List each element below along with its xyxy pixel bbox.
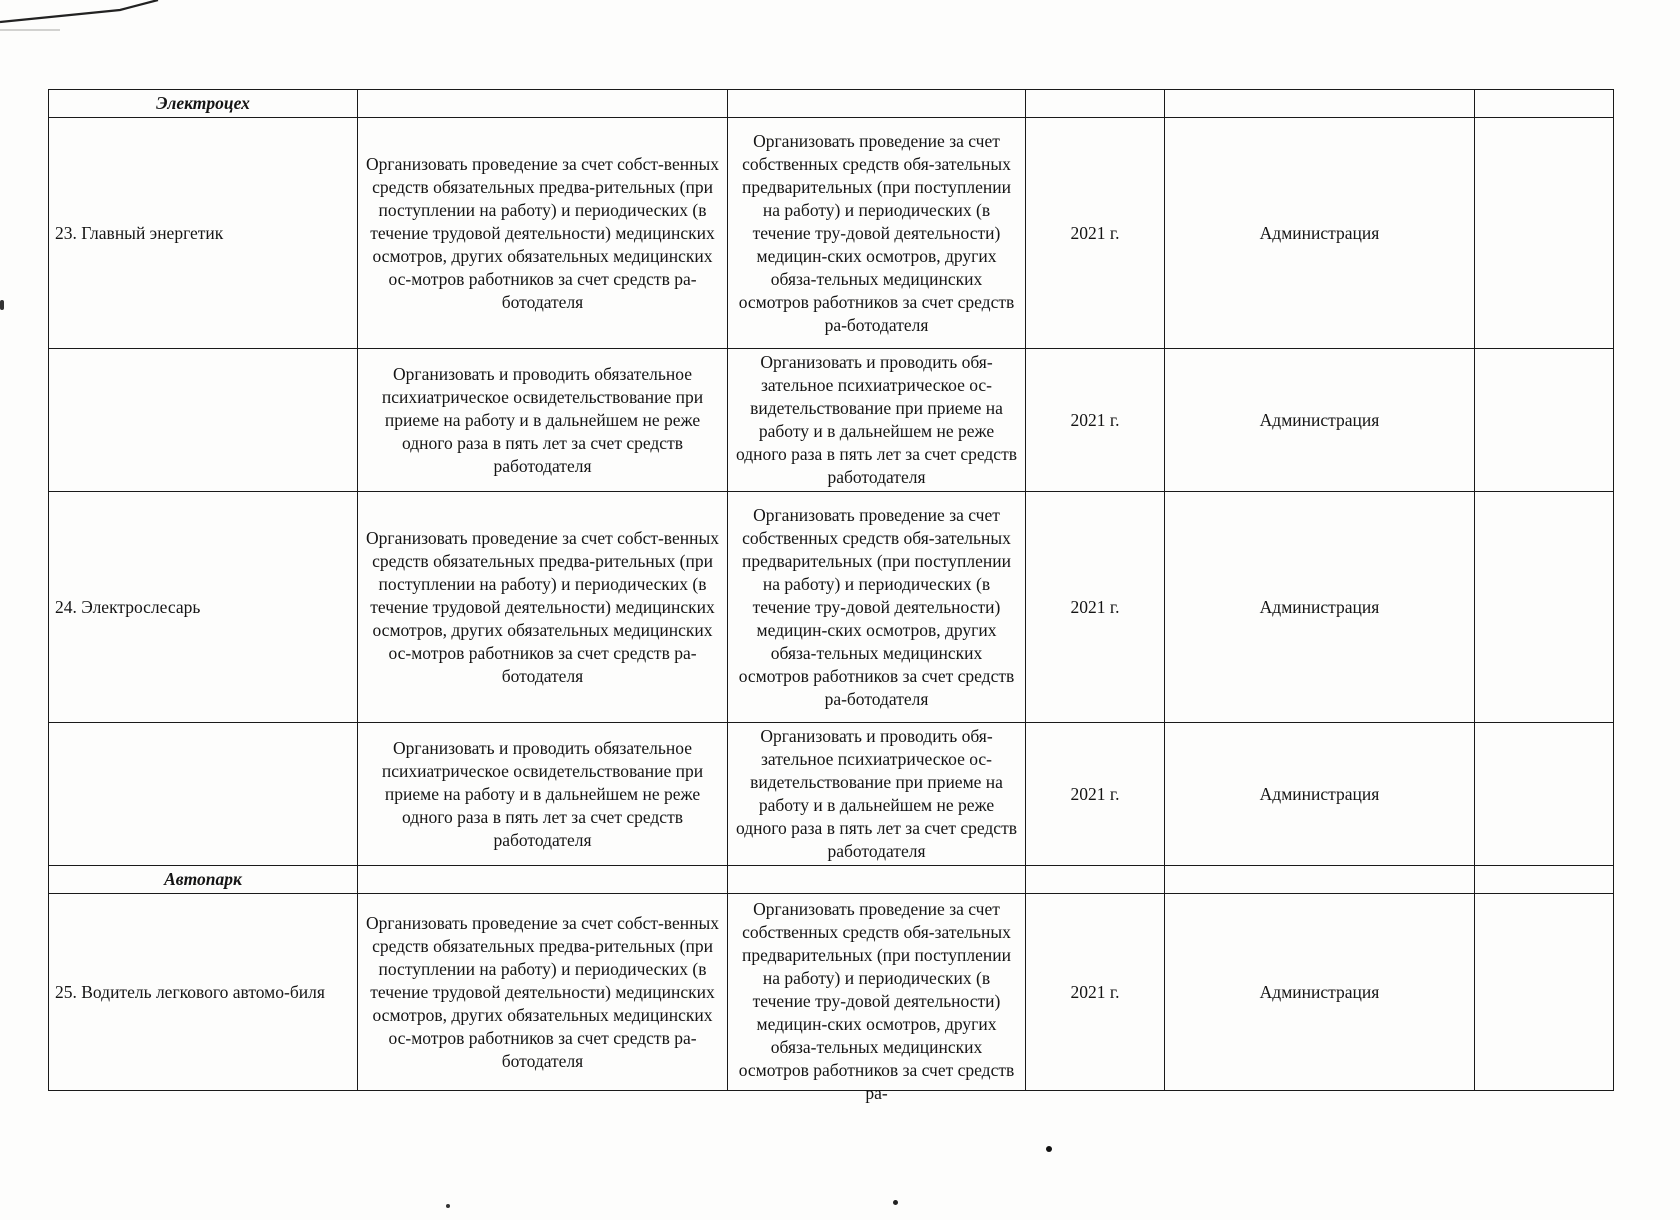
deadline-cell: 2021 г.	[1026, 118, 1165, 349]
edge-dot	[0, 300, 4, 310]
measure-cell: Организовать и проводить обязательное психиатрическое освидетельствование при приеме на работу и в дальнейшем не реже одного раза в пять лет за счет средств работодателя	[358, 723, 728, 866]
speck	[446, 1204, 450, 1208]
result-cell: Организовать проведение за счет собственных средств обя-зательных предварительных (при поступлении на работу) и периодических (в течение тру-довой деятельности) медицин-ских осмотров, других обяза-тельных медицинских осмотров работников за счет средств ра-ботодателя	[728, 492, 1026, 723]
section-title: Автопарк	[49, 866, 358, 894]
note-cell	[1475, 349, 1614, 492]
section-title: Электроцех	[49, 90, 358, 118]
empty-cell	[1475, 90, 1614, 118]
position-cell	[49, 349, 358, 492]
empty-cell	[728, 866, 1026, 894]
result-cell: Организовать и проводить обя-зательное психиатрическое ос-видетельствование при приеме на работу и в дальнейшем не реже одного раза в пять лет за счет средств работодателя	[728, 349, 1026, 492]
empty-cell	[1026, 866, 1165, 894]
result-text: Организовать проведение за счет собственных средств обя-зательных предварительных (при поступлении на работу) и периодических (в течение тру-довой деятельности) медицин-ских осмотров, других обяза-тельных медицинских осмотров работников за счет средств ра-	[738, 899, 1015, 1103]
measures-table	[48, 89, 1614, 1103]
deadline-cell: 2021 г.	[1026, 723, 1165, 866]
note-cell	[1475, 894, 1614, 1091]
empty-cell	[728, 90, 1026, 118]
empty-cell	[1165, 866, 1475, 894]
empty-cell	[1026, 90, 1165, 118]
responsible-cell: Администрация	[1165, 723, 1475, 866]
result-cell	[728, 894, 1026, 1103]
table-row	[49, 894, 1614, 1091]
position-cell: 25. Водитель легкового автомо-биля	[49, 894, 358, 1091]
note-cell	[1475, 118, 1614, 349]
note-cell	[1475, 492, 1614, 723]
position-cell	[49, 723, 358, 866]
section-row-electro	[49, 90, 1614, 118]
responsible-cell: Администрация	[1165, 492, 1475, 723]
responsible-cell: Администрация	[1165, 894, 1475, 1091]
section-row-autopark	[49, 866, 1614, 894]
result-cell: Организовать и проводить обя-зательное психиатрическое ос-видетельствование при приеме на работу и в дальнейшем не реже одного раза в пять лет за счет средств работодателя	[728, 723, 1026, 866]
measure-cell: Организовать и проводить обязательное психиатрическое освидетельствование при приеме на работу и в дальнейшем не реже одного раза в пять лет за счет средств работодателя	[358, 349, 728, 492]
measure-cell: Организовать проведение за счет собст-венных средств обязательных предва-рительных (при поступлении на работу) и периодических (в течение трудовой деятельности) медицинских осмотров, других обязательных медицинских ос-мотров работников за счет средств ра-ботодателя	[358, 894, 728, 1091]
deadline-cell: 2021 г.	[1026, 894, 1165, 1091]
measure-cell: Организовать проведение за счет собст-венных средств обязательных предва-рительных (при поступлении на работу) и периодических (в течение трудовой деятельности) медицинских осмотров, других обязательных медицинских ос-мотров работников за счет средств ра-ботодателя	[358, 492, 728, 723]
empty-cell	[358, 866, 728, 894]
position-cell: 23. Главный энергетик	[49, 118, 358, 349]
responsible-cell: Администрация	[1165, 349, 1475, 492]
empty-cell	[358, 90, 728, 118]
speck	[893, 1200, 898, 1205]
result-cell: Организовать проведение за счет собственных средств обя-зательных предварительных (при поступлении на работу) и периодических (в течение тру-довой деятельности) медицин-ских осмотров, других обяза-тельных медицинских осмотров работников за счет средств ра-ботодателя	[728, 118, 1026, 349]
table-row	[49, 349, 1614, 492]
responsible-cell: Администрация	[1165, 118, 1475, 349]
table-row	[49, 723, 1614, 866]
empty-cell	[1165, 90, 1475, 118]
note-cell	[1475, 723, 1614, 866]
speck	[1046, 1146, 1052, 1152]
corner-fold-mark	[0, 0, 180, 90]
measure-cell: Организовать проведение за счет собст-венных средств обязательных предва-рительных (при поступлении на работу) и периодических (в течение трудовой деятельности) медицинских осмотров, других обязательных медицинских ос-мотров работников за счет средств ра-ботодателя	[358, 118, 728, 349]
table-row	[49, 492, 1614, 723]
position-cell: 24. Электрослесарь	[49, 492, 358, 723]
table-row	[49, 118, 1614, 349]
deadline-cell: 2021 г.	[1026, 492, 1165, 723]
deadline-cell: 2021 г.	[1026, 349, 1165, 492]
empty-cell	[1475, 866, 1614, 894]
